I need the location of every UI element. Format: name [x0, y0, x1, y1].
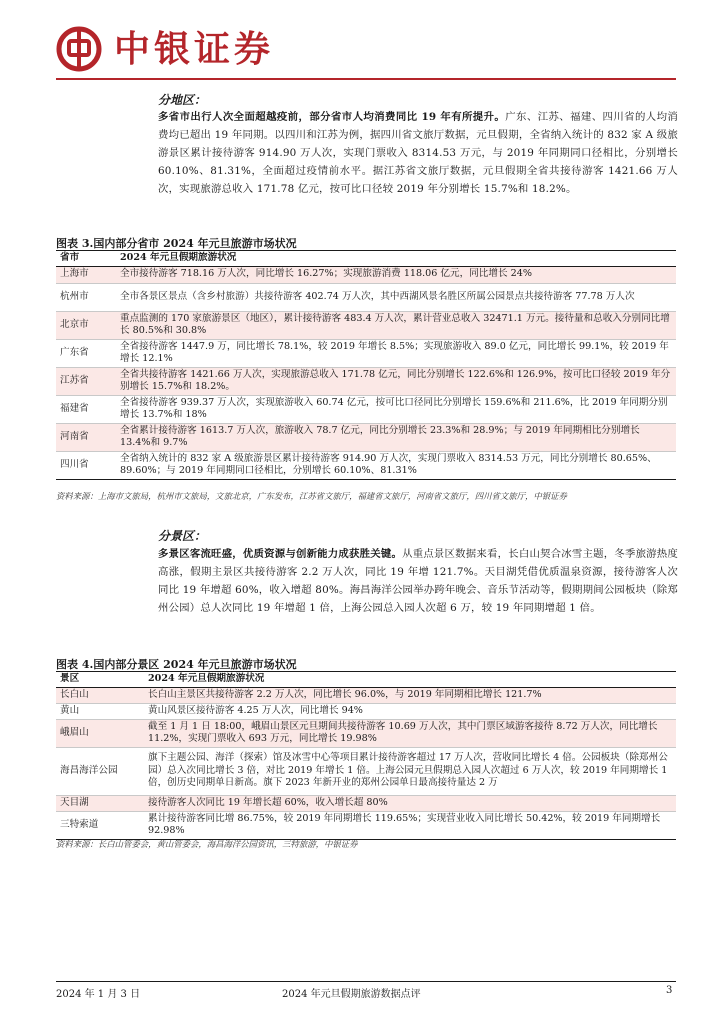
table-row	[56, 311, 676, 339]
row-detail: 截至 1 月 1 日 18:00，峨眉山景区元旦期间共接待游客 10.69 万人次，其中门票区域游客接待 8.72 万人次，同比增长 11.2%，实现门票收入 693 万元，同比增长 19.98%	[144, 719, 676, 747]
row-detail: 全省纳入统计的 832 家 A 级旅游景区累计接待游客 914.90 万人次，实现门票收入 8314.53 万元，同比分别增长 80.65%、89.60%；与 2019 年同期同口径相比，分别增长 60.10%、81.31%	[116, 451, 676, 479]
row-detail: 全省共接待游客 1421.66 万人次，实现旅游总收入 171.78 亿元，同比分别增长 122.6%和 126.9%，按可比口径较 2019 年分别增长 15.7%和 18.2%。	[116, 367, 676, 395]
page-header	[56, 24, 676, 86]
table-row	[56, 367, 676, 395]
region-lead: 多省市出行人次全面超越疫前，部分省市人均消费同比 19 年有所提升。	[158, 111, 506, 123]
row-name: 上海市	[56, 266, 116, 283]
row-detail: 全省接待游客 939.37 万人次，实现旅游收入 60.74 亿元，按可比口径同比分别增长 159.6%和 211.6%，比 2019 年同期分别增长 13.7%和 18%	[116, 395, 676, 423]
row-name: 长白山	[56, 687, 144, 703]
row-detail: 重点监测的 170 家旅游景区（地区），累计接待游客 483.4 万人次，累计营业总收入 32471.1 万元。接待量和总收入分别同比增长 80.5%和 30.8%	[116, 311, 676, 339]
fig3-source: 资料来源：上海市文旅局，杭州市文旅局，文旅北京，广东发布，江苏省文旅厅，福建省文旅厅，河南省文旅厅，四川省文旅厅，中银证券	[56, 491, 567, 501]
row-detail: 全市各景区景点（含乡村旅游）共接待游客 402.74 万人次，其中西湖风景名胜区所属公园景点共接待游客 77.78 万人次	[116, 283, 676, 311]
row-name: 北京市	[56, 311, 116, 339]
fig3-title: 图表 3.国内部分省市 2024 年元旦旅游市场状况	[56, 237, 297, 250]
row-name: 福建省	[56, 395, 116, 423]
table-row	[56, 703, 676, 719]
table-row	[56, 795, 676, 811]
row-detail: 长白山主景区共接待游客 2.2 万人次，同比增长 96.0%，与 2019 年同期相比增长 121.7%	[144, 687, 676, 703]
table-row	[56, 719, 676, 747]
row-detail: 全省累计接待游客 1613.7 万人次，旅游收入 78.7 亿元，同比分别增长 23.3%和 28.9%；与 2019 年同期相比分别增长 13.4%和 9.7%	[116, 423, 676, 451]
row-name: 天目湖	[56, 795, 144, 811]
row-name: 峨眉山	[56, 719, 144, 747]
row-name: 四川省	[56, 451, 116, 479]
table-row	[56, 687, 676, 703]
row-detail: 接待游客人次同比 19 年增长超 60%，收入增长超 80%	[144, 795, 676, 811]
row-name: 江苏省	[56, 367, 116, 395]
row-detail: 累计接待游客同比增 86.75%，较 2019 年同期增长 119.65%；实现营业收入同比增长 50.42%，较 2019 年同期增长 92.98%	[144, 811, 676, 839]
region-body: 广东、江苏、福建、四川省的人均消费均已超出 19 年同期。以四川和江苏为例，据四川省文旅厅数据，元旦假期，全省纳入统计的 832 家 A 级旅游景区累计接待游客 914.90 万人次，实现门票收入 8314.53 万元，与 2019 年同期同口径相比，分别增长 60.10%、81.31%，全面超过疫情前水平。据江苏省文旅厅数据，元旦假期全省共接待游客 1421.66 万人次，实现旅游总收入 171.78 亿元，按可比口径较 2019 年分别增长 15.7%和 18.2%。	[158, 111, 678, 195]
scenic-body: 从重点景区数据来看，长白山契合冰雪主题，冬季旅游热度高涨，假期主景区共接待游客 2.2 万人次，同比 19 年增 121.7%。天目湖凭借优质温泉资源，接待游客人次同比 19 年增超 60%，收入增超 80%。海昌海洋公园举办跨年晚会、音乐节活动等，假期期间公园板块（除郑州公园）总人次同比 19 年增超 1 倍，上海公园总入园人次超 6 万，较 19 年同期增超 1 倍。	[158, 548, 678, 614]
row-detail: 全市接待游客 718.16 万人次，同比增长 16.27%；实现旅游消费 118.06 亿元，同比增长 24%	[116, 266, 676, 283]
table-row	[56, 283, 676, 311]
page-number: 3	[666, 985, 673, 996]
table-row	[56, 266, 676, 283]
region-heading: 分地区：	[158, 93, 207, 107]
fig3-col-region: 省市	[56, 251, 116, 267]
header-rule	[56, 78, 676, 80]
row-detail: 旗下主题公园、海洋（探索）馆及冰雪中心等项目累计接待游客超过 17 万人次，营收同比增长 4 倍。公园板块（除郑州公园）总入次同比增长 3 倍，对比 2019 年增长 1 倍。上海公园元旦假期总入园人次超过 6 万人次，较 2019 年同期增长 1 倍，创历史同期单日新高。旗下 2023 年新开业的郑州公园单日最高接待量达 2 万	[144, 747, 676, 795]
fig4-col-status: 2024 年元旦假期旅游状况	[144, 672, 676, 688]
row-name: 广东省	[56, 339, 116, 367]
footer-date: 2024 年 1 月 3 日	[56, 989, 141, 1000]
fig3-table	[56, 250, 676, 480]
row-name: 河南省	[56, 423, 116, 451]
fig4-table	[56, 671, 676, 840]
bank-of-china-logo-icon	[56, 26, 102, 72]
row-name: 黄山	[56, 703, 144, 719]
row-name: 三特索道	[56, 811, 144, 839]
table-row	[56, 339, 676, 367]
scenic-paragraph	[158, 545, 678, 617]
table-row	[56, 451, 676, 479]
fig3-col-status: 2024 年元旦假期旅游状况	[116, 251, 676, 267]
row-name: 海昌海洋公园	[56, 747, 144, 795]
brand-name: 中银证券	[114, 29, 275, 70]
scenic-lead: 多景区客流旺盛，优质资源与创新能力成获胜关键。	[158, 548, 403, 560]
fig4-header-row	[56, 672, 676, 688]
row-name: 杭州市	[56, 283, 116, 311]
footer-rule	[56, 981, 676, 982]
table-row	[56, 395, 676, 423]
row-detail: 全省接待游客 1447.9 万，同比增长 78.1%，较 2019 年增长 8.5%；实现旅游收入 89.0 亿元，同比增长 99.1%，较 2019 年增长 12.1%	[116, 339, 676, 367]
region-paragraph	[158, 108, 678, 198]
fig4-source: 资料来源：长白山管委会，黄山管委会，海昌海洋公园资讯，三特旅游，中银证券	[56, 839, 358, 849]
table-row	[56, 423, 676, 451]
table-row	[56, 747, 676, 795]
table-row	[56, 811, 676, 839]
footer-title: 2024 年元旦假期旅游数据点评	[282, 989, 421, 1000]
fig4-col-scenic: 景区	[56, 672, 144, 688]
scenic-heading: 分景区：	[158, 529, 207, 543]
fig4-title: 图表 4.国内部分景区 2024 年元旦旅游市场状况	[56, 658, 297, 671]
fig3-header-row	[56, 251, 676, 267]
row-detail: 黄山风景区接待游客 4.25 万人次，同比增长 94%	[144, 703, 676, 719]
